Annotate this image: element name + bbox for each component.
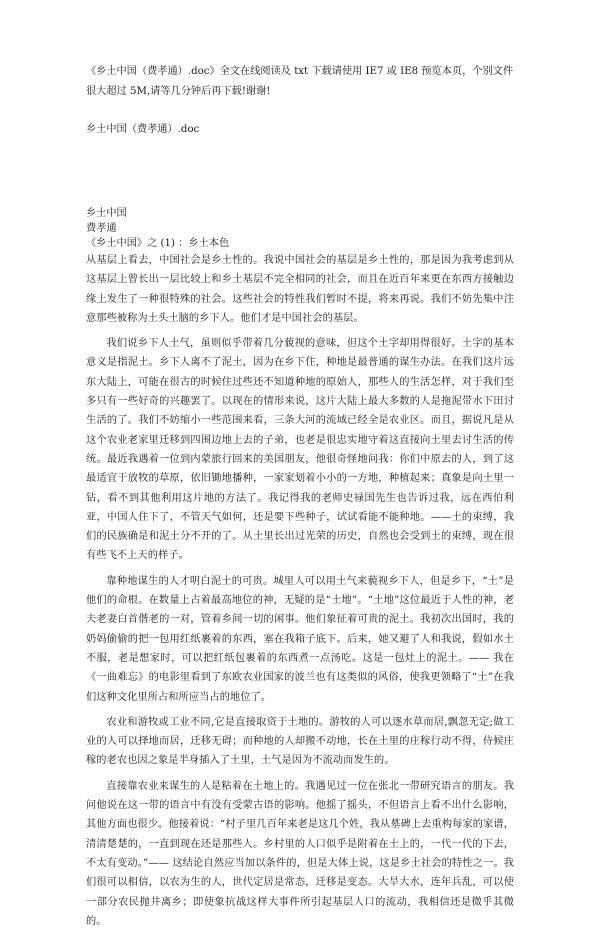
download-notice: 《乡土中国（费孝通）.doc》全文在线阅读及 txt 下载请使用 IE7 或 IE8 预览本页，个别文件很大超过 5M,请等几分钟后再下载!谢谢!	[86, 66, 514, 97]
chapter-title: 《乡土中国》之 (1) ：乡土本色	[86, 238, 230, 249]
paragraph-2: 我们说乡下人土气，虽则似乎带着几分藐视的意味，但这个土字却用得很好。土字的基本意义是指泥土。乡下人离不了泥土，因为在乡下住，种地是最普通的谋生办法。在我们这片远东大陆上，可能在很古的时候住过些还不知道种地的原始人，那些人的生活怎样，对于我们至多只有一些好奇的兴趣罢了。以现在的情形来说，这片大陆上最大多数的人是拖泥带水下田讨生活的了。我们不妨缩小一些范围来看，三条大河的流域已经全是农业区。而且，据说凡是从这个农业老家里迁移到四围边地上去的子弟，也老是很忠实地守着这直接向土里去讨生活的传统。最近我遇着一位到内蒙旅行回来的美国朋友，他很奇怪地问我：你们中原去的人，到了这最适宜于放牧的草原，依旧锄地播种，一家家划着小小的一方地，种植起来；真象是向土里一钻，看不到其他利用这片地的方法了。我记得我的老师史禄国先生也告诉过我，远在西伯利亚，中国人住下了，不管天气如何，还是要下些种子，试试看能不能种地。——土的束缚，我们的民族确是和泥土分不开的了。从土里长出过光荣的历史，自然也会受到土的束缚，现在很有些飞不上天的样子。	[86, 338, 514, 562]
document-filename: 乡土中国（费孝通）.doc	[86, 124, 200, 135]
paragraph-3: 靠种地谋生的人才明白泥土的可贵。城里人可以用土气来藐视乡下人，但是乡下，“土”是他们的命根。在数量上占着最高地位的神，无疑的是“土地”。“土地”这位最近于人性的神，老夫老妻白首偕老的一对，管着乡间一切的闲事。他们象征着可贵的泥土。我初次出国时，我的奶妈偷偷的把一包用红纸裹着的东西，塞在我箱子底下。后来，她又避了人和我说，假如水土不服，老是想家时，可以把红纸包裹着的东西煮一点汤吃。这是一包灶上的泥土。—— 我在《一曲难忘》的电影里看到了东欧农业国家的波兰也有这类似的风俗，使我更领略了“土”在我们这种文化里所占和所应当占的地位了。	[86, 575, 514, 703]
book-title: 乡土中国	[86, 208, 127, 219]
paragraph-5: 直接靠农业来谋生的人是粘着在土地上的。我遇见过一位在张北一带研究语言的朋友。我问他说在这一带的语言中有没有受蒙古语的影响。他摇了摇头，不但语言上看不出什么影响，其他方面也很少。他接着说：“村子里几百年来老是这几个姓，我从墓碑上去重构每家的家谱，清清楚楚的，一直到现在还是那些人。乡村里的人口似乎是附着在土上的，一代一代的下去，不太有变动。”—— 这结论自然应当加以条件的，但是大体上说，这是乡土社会的特性之一。我们很可以相信，以农为生的人，世代定居是常态，迁移是变态。大旱大水，连年兵乱，可以使一部分农民抛井离乡；即使象抗战这样大事件所引起基层人口的流动，我相信还是微乎其微的。	[86, 780, 514, 927]
paragraph-4: 农业和游牧或工业不同,它是直接取资于土地的。游牧的人可以逐水草而居,飘忽无定;做工业的人可以择地而居，迁移无碍；而种地的人却搬不动地，长在土里的庄稼行动不得，侍候庄稼的老农也因之象是半身插入了土里，土气是因为不流动而发生的。	[86, 716, 514, 767]
heading-block	[86, 206, 514, 251]
body-text	[86, 251, 514, 931]
author-name: 费孝通	[86, 223, 117, 234]
paragraph-1: 从基层上看去，中国社会是乡土性的。我说中国社会的基层是乡土性的，那是因为我考虑到从这基层上曾长出一层比较上和乡土基层不完全相同的社会，而且在近百年来更在东西方接触边缘上发生了一种很特殊的社会。这些社会的特性我们暂时不提，将来再说。我们不妨先集中注意那些被称为土头土脑的乡下人。他们才是中国社会的基层。	[86, 255, 514, 324]
